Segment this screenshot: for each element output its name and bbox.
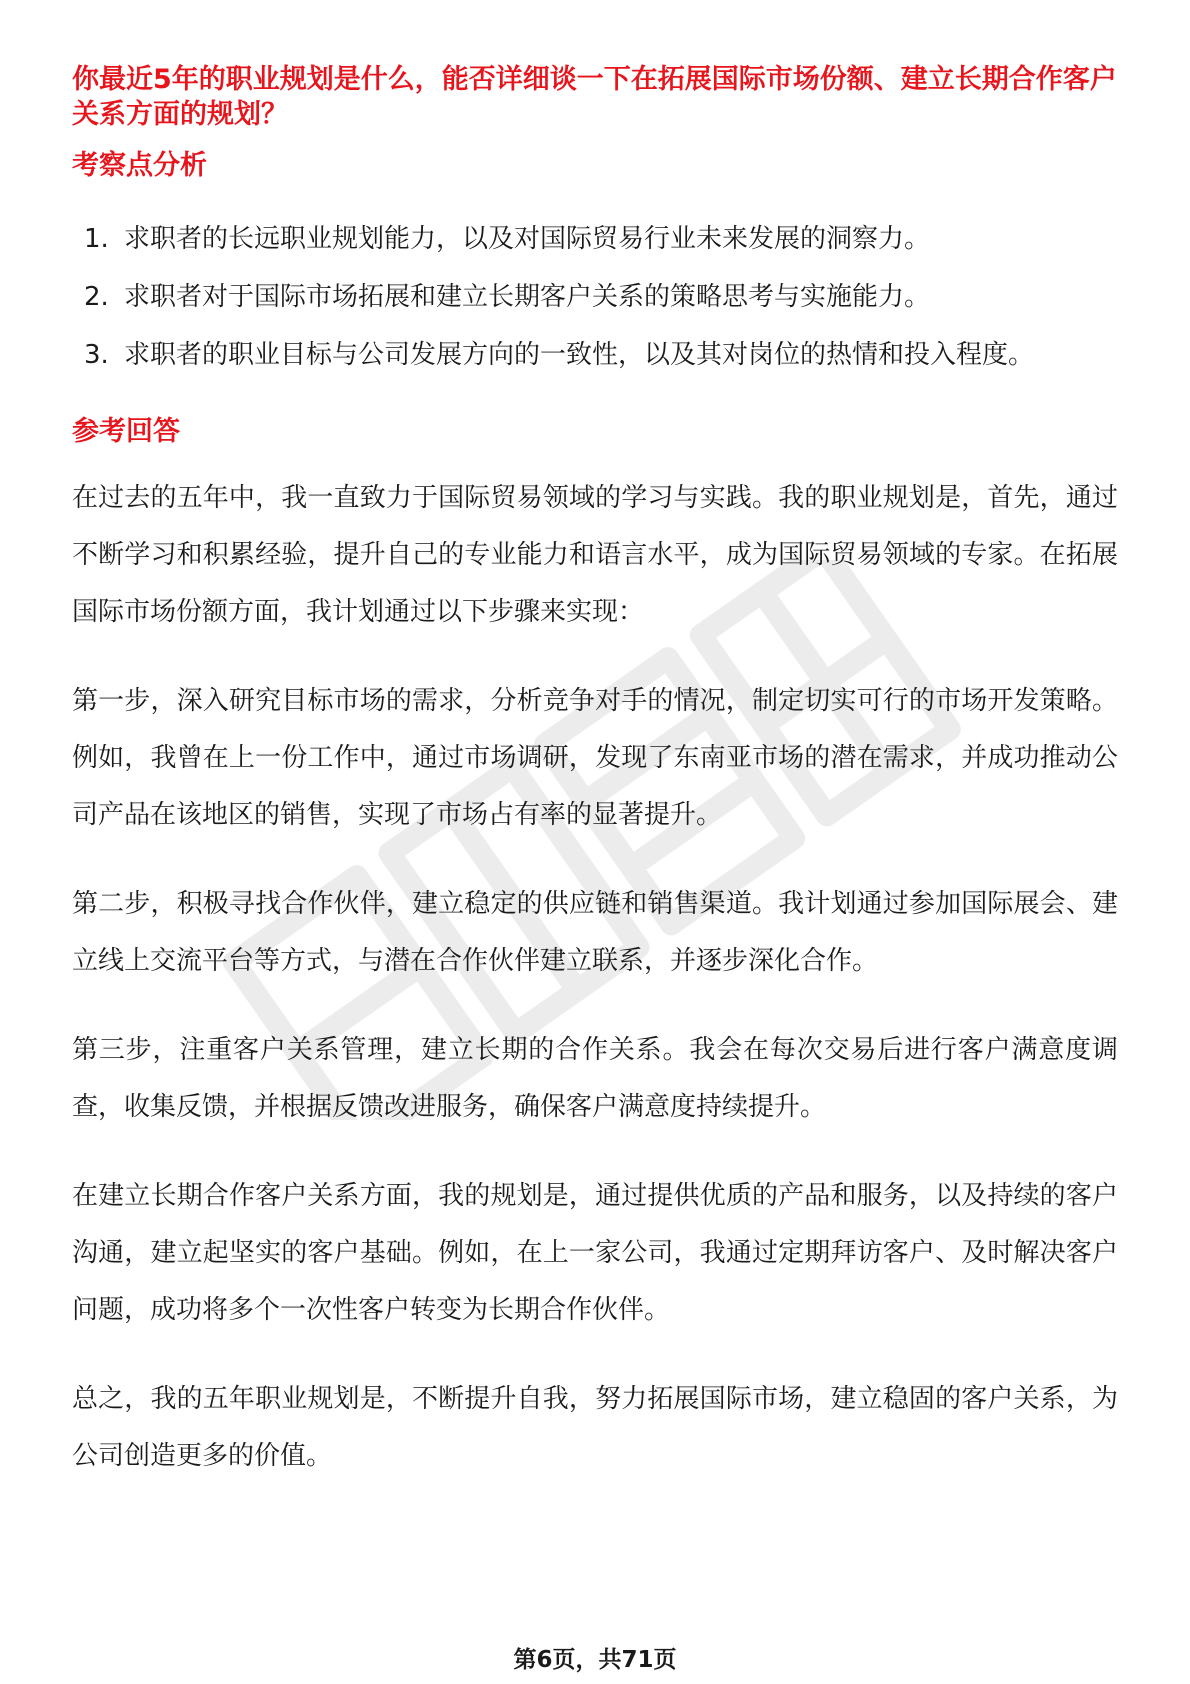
list-item-text: 求职者的职业目标与公司发展方向的一致性，以及其对岗位的热情和投入程度。: [124, 340, 1035, 370]
page-number: 第6页，共71页: [513, 1647, 677, 1673]
list-item-number: 2.: [84, 282, 109, 312]
list-item-number: 1.: [84, 224, 109, 254]
answer-paragraph: 第三步，注重客户关系管理，建立长期的合作关系。我会在每次交易后进行客户满意度调查，收集反馈，并根据反馈改进服务，确保客户满意度持续提升。: [72, 1035, 1118, 1122]
list-item-text: 求职者对于国际市场拓展和建立长期客户关系的策略思考与实施能力。: [124, 282, 931, 312]
list-item-number: 3.: [84, 340, 109, 370]
answer-paragraph: 在建立长期合作客户关系方面，我的规划是，通过提供优质的产品和服务，以及持续的客户沟通，建立起坚实的客户基础。例如，在上一家公司，我通过定期拜访客户、及时解决客户问题，成功将多个一次性客户转变为长期合作伙伴。: [72, 1181, 1118, 1325]
list-item: [72, 210, 1118, 268]
answer-paragraph: 总之，我的五年职业规划是，不断提升自我，努力拓展国际市场，建立稳固的客户关系，为公司创造更多的价值。: [72, 1384, 1118, 1471]
list-item-text: 求职者的长远职业规划能力，以及对国际贸易行业未来发展的洞察力。: [124, 224, 931, 254]
page-content: [72, 62, 1118, 1485]
answer-heading: 参考回答: [72, 416, 180, 447]
answer-paragraph: 第一步，深入研究目标市场的需求，分析竞争对手的情况，制定切实可行的市场开发策略。例如，我曾在上一份工作中，通过市场调研，发现了东南亚市场的潜在需求，并成功推动公司产品在该地区的销售，实现了市场占有率的显著提升。: [72, 686, 1118, 830]
analysis-heading: 考察点分析: [72, 150, 207, 181]
analysis-list: [72, 210, 1118, 384]
answer-paragraph: 第二步，积极寻找合作伙伴，建立稳定的供应链和销售渠道。我计划通过参加国际展会、建立线上交流平台等方式，与潜在合作伙伴建立联系，并逐步深化合作。: [72, 889, 1118, 976]
list-item: [72, 268, 1118, 326]
answer-paragraph: 在过去的五年中，我一直致力于国际贸易领域的学习与实践。我的职业规划是，首先，通过不断学习和积累经验，提升自己的专业能力和语言水平，成为国际贸易领域的专家。在拓展国际市场份额方面，我计划通过以下步骤来实现：: [72, 483, 1118, 627]
list-item: [72, 326, 1118, 384]
question-title: 你最近5年的职业规划是什么，能否详细谈一下在拓展国际市场份额、建立长期合作客户关系方面的规划？: [72, 64, 1117, 130]
